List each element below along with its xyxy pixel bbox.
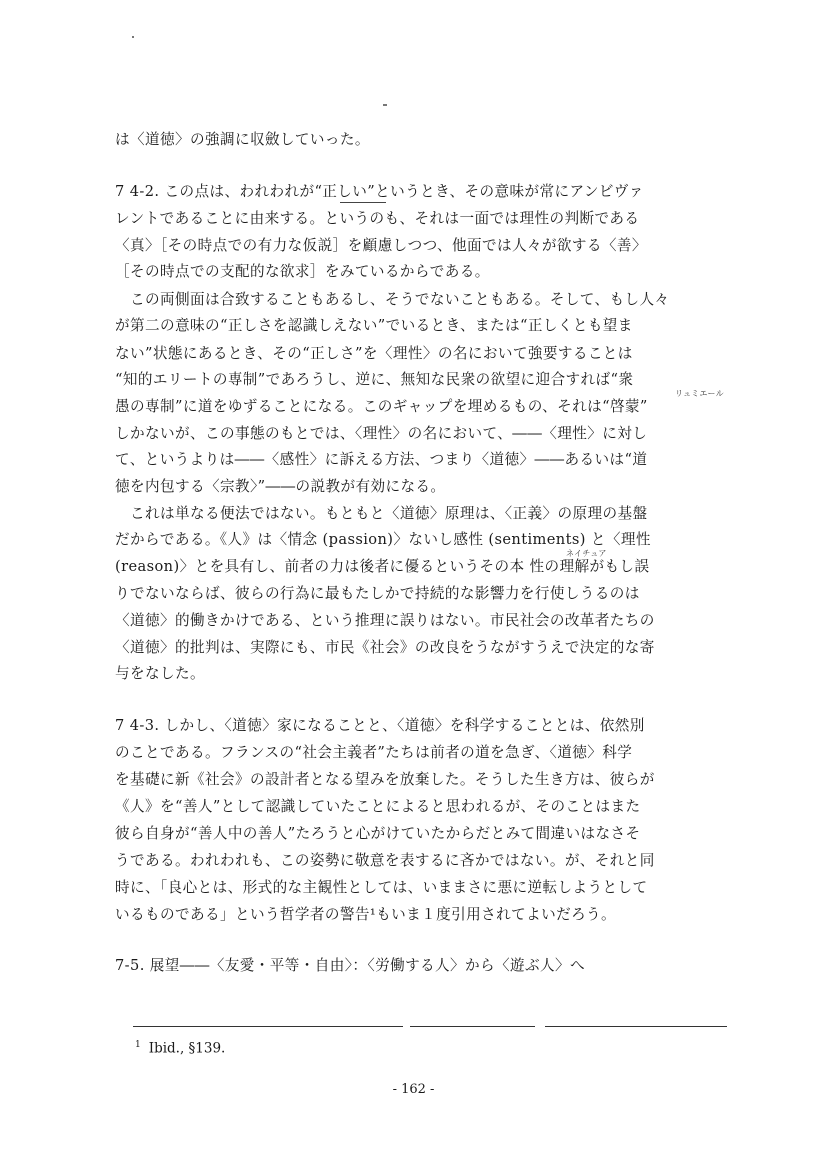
text-line: 7 4-3. しかし、〈道徳〉家になることと、〈道徳〉を科学することとは、依然別 [115,717,645,734]
text-line: しかないが、この事態のもとでは、〈理性〉の名において、――〈理性〉に対し [115,425,648,442]
footnote-rule [410,1026,535,1027]
text-line: 〈真〉［その時点での有力な仮説］を顧慮しつつ、他面では人々が欲する〈善〉 [115,237,647,254]
text-line: 与をなした。 [115,665,205,682]
text-line: 時に、「良心とは、形式的な主観性としては、いままさに悪に逆転しようとして [115,879,648,896]
text-line: 〈道徳〉的批判は、実際にも、市民《社会》の改良をうながすうえで決定的な寄 [115,639,655,656]
text-line: 7 4-2. この点は、われわれが“正しい”というとき、その意味が常にアンビヴァ [115,183,644,200]
text-line: りでないならば、彼らの行為に最もたしかで持続的な影響力を行使しうるのは [115,585,640,602]
text-line: うである。われわれも、この姿勢に敬意を表するに吝かではない。が、それと同 [115,852,655,869]
underline-mark [340,202,386,203]
scan-speck [383,104,387,106]
footnote-text: Ibid., §139. [148,1040,226,1057]
text-line: “知的エリートの専制”であろうし、逆に、無知な民衆の欲望に迎合すれば“衆 [115,371,634,388]
text-line: これは単なる便法ではない。もともと〈道徳〉原理は、〈正義〉の原理の基盤 [115,505,648,522]
text-line: 徳を内包する〈宗教〉”――の説教が有効になる。 [115,478,446,495]
page-number: - 162 - [392,1082,435,1097]
text-line: 愚の専制”に道をゆずることになる。このギャップを埋めるもの、それは“啓蒙” [115,398,648,415]
footnote-rule [133,1026,403,1027]
text-line: ない”状態にあるとき、その“正しさ”を〈理性〉の名において強要することは [115,345,633,362]
text-line: いるものである」という哲学者の警告¹もいま１度引用されてよいだろう。 [115,906,617,923]
text-line: レントであることに由来する。というのも、それは一面では理性の判断である [115,210,640,227]
text-line: を基礎に新《社会》の設計者となる望みを放棄した。そうした生き方は、彼らが [115,771,655,788]
footnote-marker: 1 [135,1040,141,1050]
text-line: ［その時点での支配的な欲求］をみているからである。 [115,263,490,280]
text-line: は〈道徳〉の強調に収斂していった。 [115,131,370,148]
ruby-text: ネイチュア [566,549,607,558]
text-line: のことである。フランスの“社会主義者”たちは前者の道を急ぎ、〈道徳〉科学 [115,744,633,761]
text-line: (reason)〉とを具有し、前者の力は後者に優るというその本 性の理解がもし誤 [115,558,650,575]
text-line: この両側面は合致することもあるし、そうでないこともある。そして、もし人々 [115,291,670,308]
text-line: 〈道徳〉的働きかけである、という推理に誤りはない。市民社会の改革者たちの [115,612,655,629]
text-line: 《人》を“善人”として認識していたことによると思われるが、そのことはまた [115,798,641,815]
footnote [135,1040,225,1057]
scan-speck [132,36,134,38]
ruby-text: リュミエール [675,389,724,398]
text-line: て、というよりは――〈感性〉に訴える方法、つまり〈道徳〉――あるいは“道 [115,451,648,468]
text-line: だからである。《人》は〈情念 (passion)〉ないし感性 (sentiments) と〈理性 [115,531,651,548]
text-line: が第二の意味の“正しさを認識しえない”でいるとき、または“正しくとも望ま [115,317,633,334]
text-line: 彼ら自身が“善人中の善人”たろうと心がけていたからだとみて間違いはなさそ [115,825,641,842]
section-heading: 7-5. 展望――〈友愛・平等・自由〉：〈労働する人〉から〈遊ぶ人〉へ [115,957,585,974]
footnote-rule [545,1026,727,1027]
